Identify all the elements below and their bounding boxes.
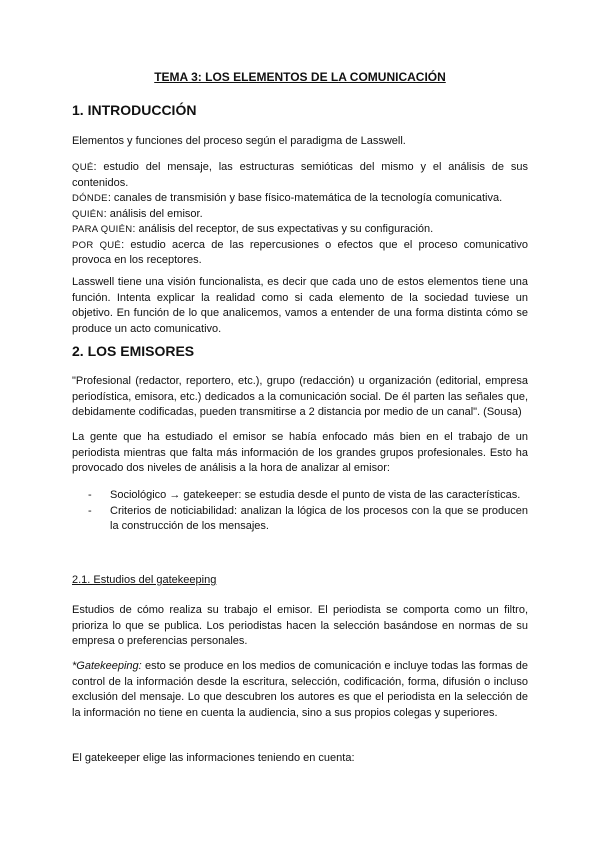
gatekeeping-note [72, 659, 528, 721]
list-item: - Criterios de noticiabilidad: analizan la lógica de los procesos con la que se producen la construcción de los mensajes. [72, 504, 528, 535]
element-text: : análisis del emisor. [103, 207, 203, 220]
section-heading-emisores: 2. LOS EMISORES [72, 343, 195, 359]
gatekeeping-paragraph: Estudios de cómo realiza su trabajo el emisor. El periodista se comporta como un filtro, prioriza lo que se publica. Los periodistas hacen la selección basándose en normas de su empresa o preferencias personales. [72, 604, 528, 647]
gatekeeper-closing: El gatekeeper elige las informaciones teniendo en cuenta: [72, 752, 355, 764]
analysis-levels-list [72, 488, 528, 535]
element-text: : análisis del receptor, de sus expectativas y su configuración. [132, 223, 434, 235]
element-label: QUÉ [72, 162, 94, 173]
element-item-por-que [72, 238, 528, 269]
section-heading-introduccion: 1. INTRODUCCIÓN [72, 102, 197, 118]
intro-paragraph: Elementos y funciones del proceso según el paradigma de Lasswell. [72, 135, 406, 147]
emisor-paragraph: La gente que ha estudiado el emisor se había enfocado más bien en el trabajo de un periodista mientras que falta más información de los grandes grupos profesionales. Esto ha provocado dos niveles de análisis a la hora de analizar al emisor: [72, 431, 528, 474]
element-text: : estudio del mensaje, las estructuras semióticas del mismo y el análisis de sus contenidos. [72, 161, 528, 189]
element-label: DÓNDE [72, 193, 108, 204]
subsection-heading-gatekeeping: 2.1. Estudios del gatekeeping [72, 574, 217, 586]
element-text: : canales de transmisión y base físico-matemática de la tecnología comunicativa. [107, 192, 503, 204]
element-item-donde [72, 191, 528, 207]
element-label: QUIÉN [72, 208, 104, 220]
sousa-quote: "Profesional (redactor, reportero, etc.), grupo (redacción) u organización (editorial, empresa periodística, emisora, etc.) dedicados a la comunicación social. De él parten las señales que, debidamente codificadas, pueden transmitirse a 2 distancia por medio de un canal". (Sousa) [72, 375, 528, 418]
element-item-que [72, 160, 528, 191]
element-item-quien [72, 207, 528, 223]
note-text: esto se produce en los medios de comunicación e incluye todas las formas de control de la información desde la escritura, selección, codificación, forma, difusión o incluso exclusión del mensaje. Lo que descubren los autores es que el periodista en la selección de la información no tiene en cuenta la audiencia, sino a sus propios colegas y superiores. [72, 660, 528, 719]
element-item-para-quien [72, 222, 528, 238]
note-term: *Gatekeeping: [72, 660, 142, 672]
element-label: PARA QUIÉN [72, 224, 133, 235]
element-text: : estudio acerca de las repercusiones o efectos que el proceso comunicativo provoca en los receptores. [72, 238, 528, 266]
document-title: TEMA 3: LOS ELEMENTOS DE LA COMUNICACIÓN [154, 70, 446, 84]
lasswell-paragraph: Lasswell tiene una visión funcionalista, es decir que cada uno de estos elementos tiene una función. Intenta explicar la realidad como si cada elemento de la sociedad tuviese un objetivo. En función de lo que analicemos, vamos a entender de una forma distinta cómo se produce un acto comunicativo. [72, 276, 528, 335]
element-label: POR QUÉ [72, 239, 122, 251]
lasswell-elements-list [72, 160, 528, 269]
list-item: - Sociológico → gatekeeper: se estudia desde el punto de vista de las características. [72, 488, 528, 504]
